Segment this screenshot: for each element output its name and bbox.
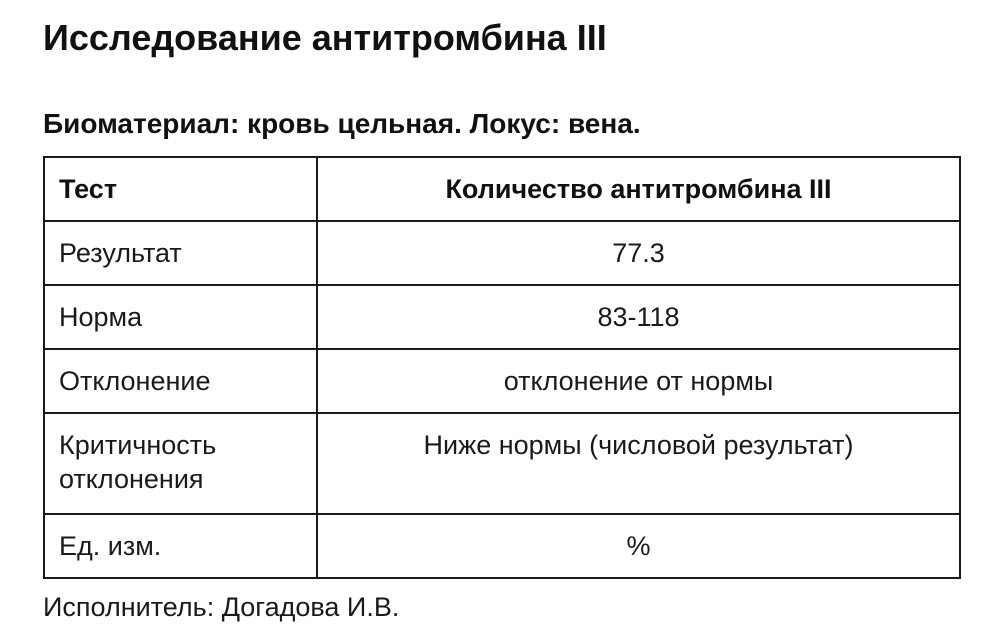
results-table-header [44, 157, 960, 221]
table-header-row [44, 157, 960, 221]
row-value-result: 77.3 [317, 221, 960, 285]
row-label-norm: Норма [44, 285, 317, 349]
table-row-criticality [44, 413, 960, 514]
biomaterial-subtitle: Биоматериал: кровь цельная. Локус: вена. [43, 108, 641, 139]
table-row-deviation [44, 349, 960, 413]
table-row-norm [44, 285, 960, 349]
row-value-deviation: отклонение от нормы [317, 349, 960, 413]
row-label-unit: Ед. изм. [44, 514, 317, 578]
row-label-criticality: Критичность отклонения [44, 413, 317, 514]
row-value-unit: % [317, 514, 960, 578]
row-value-criticality: Ниже нормы (числовой результат) [317, 413, 960, 514]
page-title: Исследование антитромбина III [43, 17, 607, 58]
results-table [43, 156, 961, 579]
row-value-norm: 83-118 [317, 285, 960, 349]
results-table-body [44, 221, 960, 578]
row-label-result: Результат [44, 221, 317, 285]
header-test-name: Количество антитромбина III [317, 157, 960, 221]
row-label-deviation: Отклонение [44, 349, 317, 413]
table-row-unit [44, 514, 960, 578]
performer-footer: Исполнитель: Догадова И.В. [43, 592, 400, 622]
header-test: Тест [44, 157, 317, 221]
table-row-result [44, 221, 960, 285]
